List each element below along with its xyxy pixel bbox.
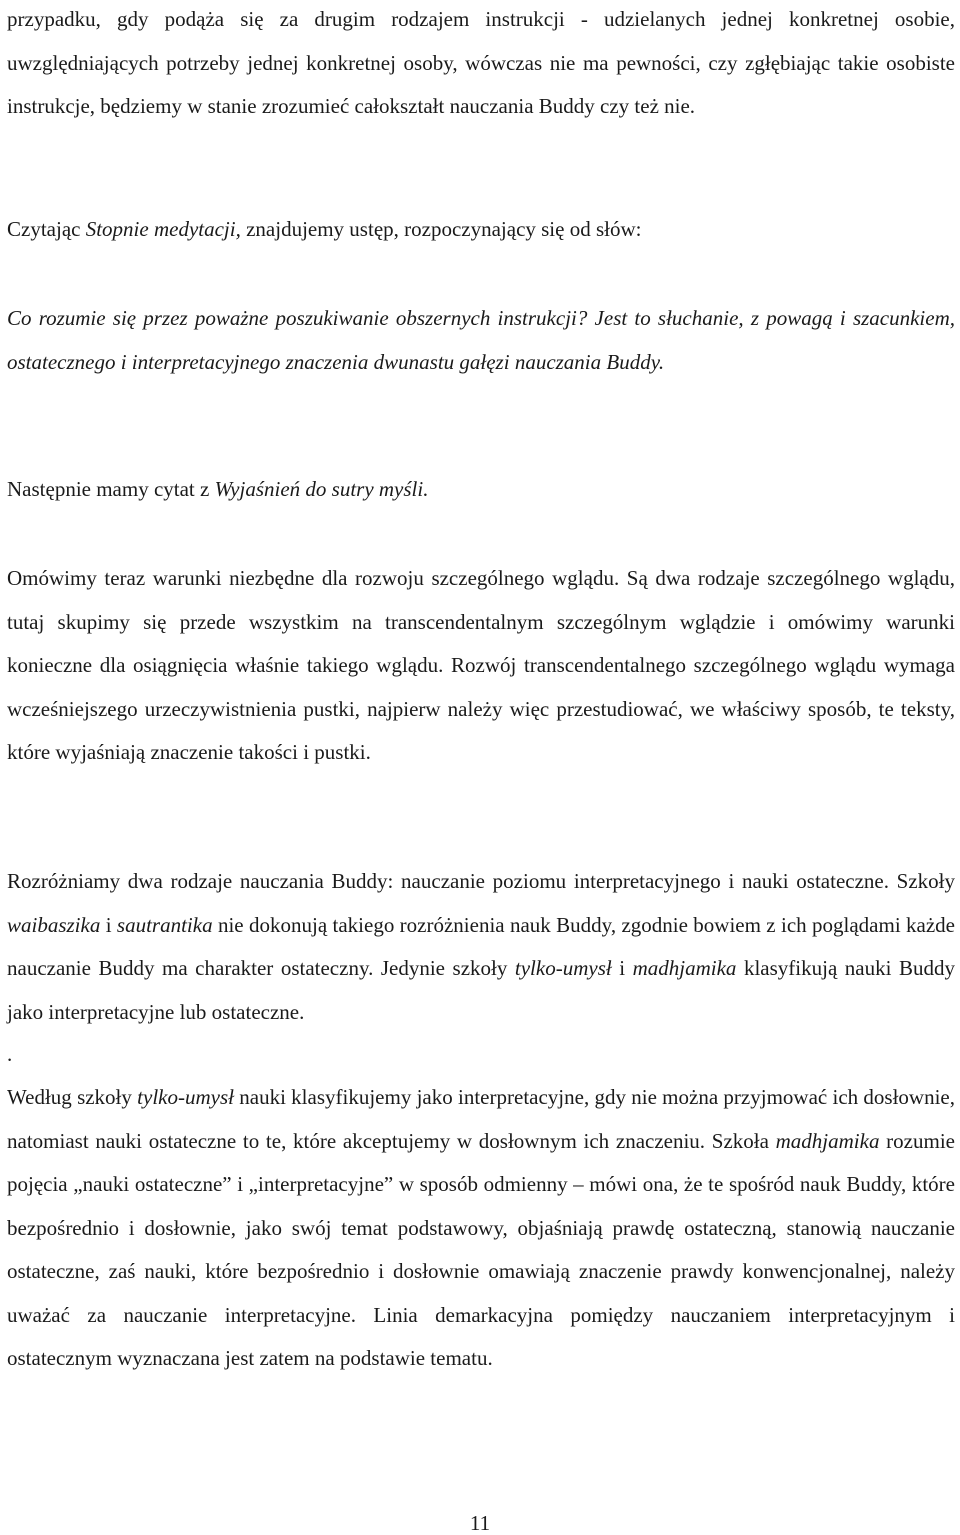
paragraph-8-term-tylko-umysl: tylko-umysł xyxy=(137,1085,234,1109)
page-number: 11 xyxy=(469,1511,491,1535)
paragraph-6-text-c: i xyxy=(100,912,117,937)
paragraph-6-text-g: i xyxy=(611,956,633,980)
paragraph-6 xyxy=(7,860,955,1034)
paragraph-8 xyxy=(7,1076,955,1381)
paragraph-6-text-i: klasyfikują nauki Buddy jako interpretacyjne lub ostateczne. xyxy=(7,956,955,1024)
paragraph-8-text-e: rozumie pojęcia „nauki ostateczne” i „interpretacyjne” w sposób odmienny – mówi ona, że te spośród nauk Buddy, które bezpośrednio i dosłownie, jako swój temat podstawowy, objaśniają prawdę ostateczną, stanowią nauczanie ostateczne, zaś nauki, które bezpośrednio i dosłownie omawiają znaczenie prawdy konwencjonalnej, należy uważać za nauczanie interpretacyjne. Linia demarkacyjna pomiędzy nauczaniem interpretacyjnym i ostatecznym wyznaczana jest zatem na podstawie tematu. xyxy=(7,1128,955,1370)
paragraph-8-term-madhjamika: madhjamika xyxy=(775,1128,880,1153)
paragraph-2-text-a: Czytając xyxy=(7,217,86,241)
paragraph-4-text-a: Następnie mamy cytat z xyxy=(7,477,215,501)
paragraph-4-title-italic: Wyjaśnień do sutry myśli. xyxy=(214,477,429,501)
paragraph-1: przypadku, gdy podąża się za drugim rodzajem instrukcji - udzielanych jednej konkretnej osobie, uwzględniających potrzeby jednej konkretnej osoby, wówczas nie ma pewności, czy zgłębiając takie osobiste instrukcje, będziemy w stanie zrozumieć całokształt nauczania Buddy czy też nie. xyxy=(7,7,955,118)
paragraph-2 xyxy=(7,208,955,252)
paragraph-2-title-italic: Stopnie medytacji, xyxy=(85,217,241,241)
paragraph-8-text-a: Według szkoły xyxy=(7,1085,138,1109)
paragraph-6-term-tylko-umysl: tylko-umysł xyxy=(514,956,612,980)
paragraph-5: Omówimy teraz warunki niezbędne dla rozwoju szczególnego wglądu. Są dwa rodzaje szczególnego wglądu, tutaj skupimy się przede wszystkim na transcendentalnym szczególnym wglądzie i omówimy warunki konieczne dla osiągnięcia właśnie takiego wglądu. Rozwój transcendentalnego szczególnego wglądu wymaga wcześniejszego urzeczywistnienia pustki, najpierw należy więc przestudiować, we właściwy sposób, te teksty, które wyjaśniają znaczenie takości i pustki. xyxy=(7,566,955,764)
paragraph-3-quote: Co rozumie się przez poważne poszukiwanie obszernych instrukcji? Jest to słuchanie, z powagą i szacunkiem, ostatecznego i interpretacyjnego znaczenia dwunastu gałęzi nauczania Buddy. xyxy=(7,306,955,374)
paragraph-8-text-c: nauki klasyfikujemy jako interpretacyjne, gdy nie można przyjmować ich dosłownie, natomiast nauki ostateczne to te, które akceptujemy w dosłownym ich znaczeniu. Szkoła xyxy=(7,1085,955,1153)
paragraph-2-text-c: znajdujemy ustęp, rozpoczynający się od słów: xyxy=(240,217,642,241)
paragraph-6-term-waibaszika: waibaszika xyxy=(7,912,101,937)
paragraph-6-term-sautrantika: sautrantika xyxy=(116,912,213,937)
paragraph-6-text-a: Rozróżniamy dwa rodzaje nauczania Buddy: nauczanie poziomu interpretacyjnego i nauki ostateczne. Szkoły xyxy=(7,869,955,893)
paragraph-6-term-madhjamika: madhjamika xyxy=(632,956,737,980)
paragraph-6-text-e: nie dokonują takiego rozróżnienia nauk Buddy, zgodnie bowiem z ich poglądami każde nauczanie Buddy ma charakter ostateczny. Jedynie szkoły xyxy=(7,912,955,980)
stray-period: . xyxy=(7,1042,13,1066)
paragraph-4 xyxy=(7,468,955,512)
